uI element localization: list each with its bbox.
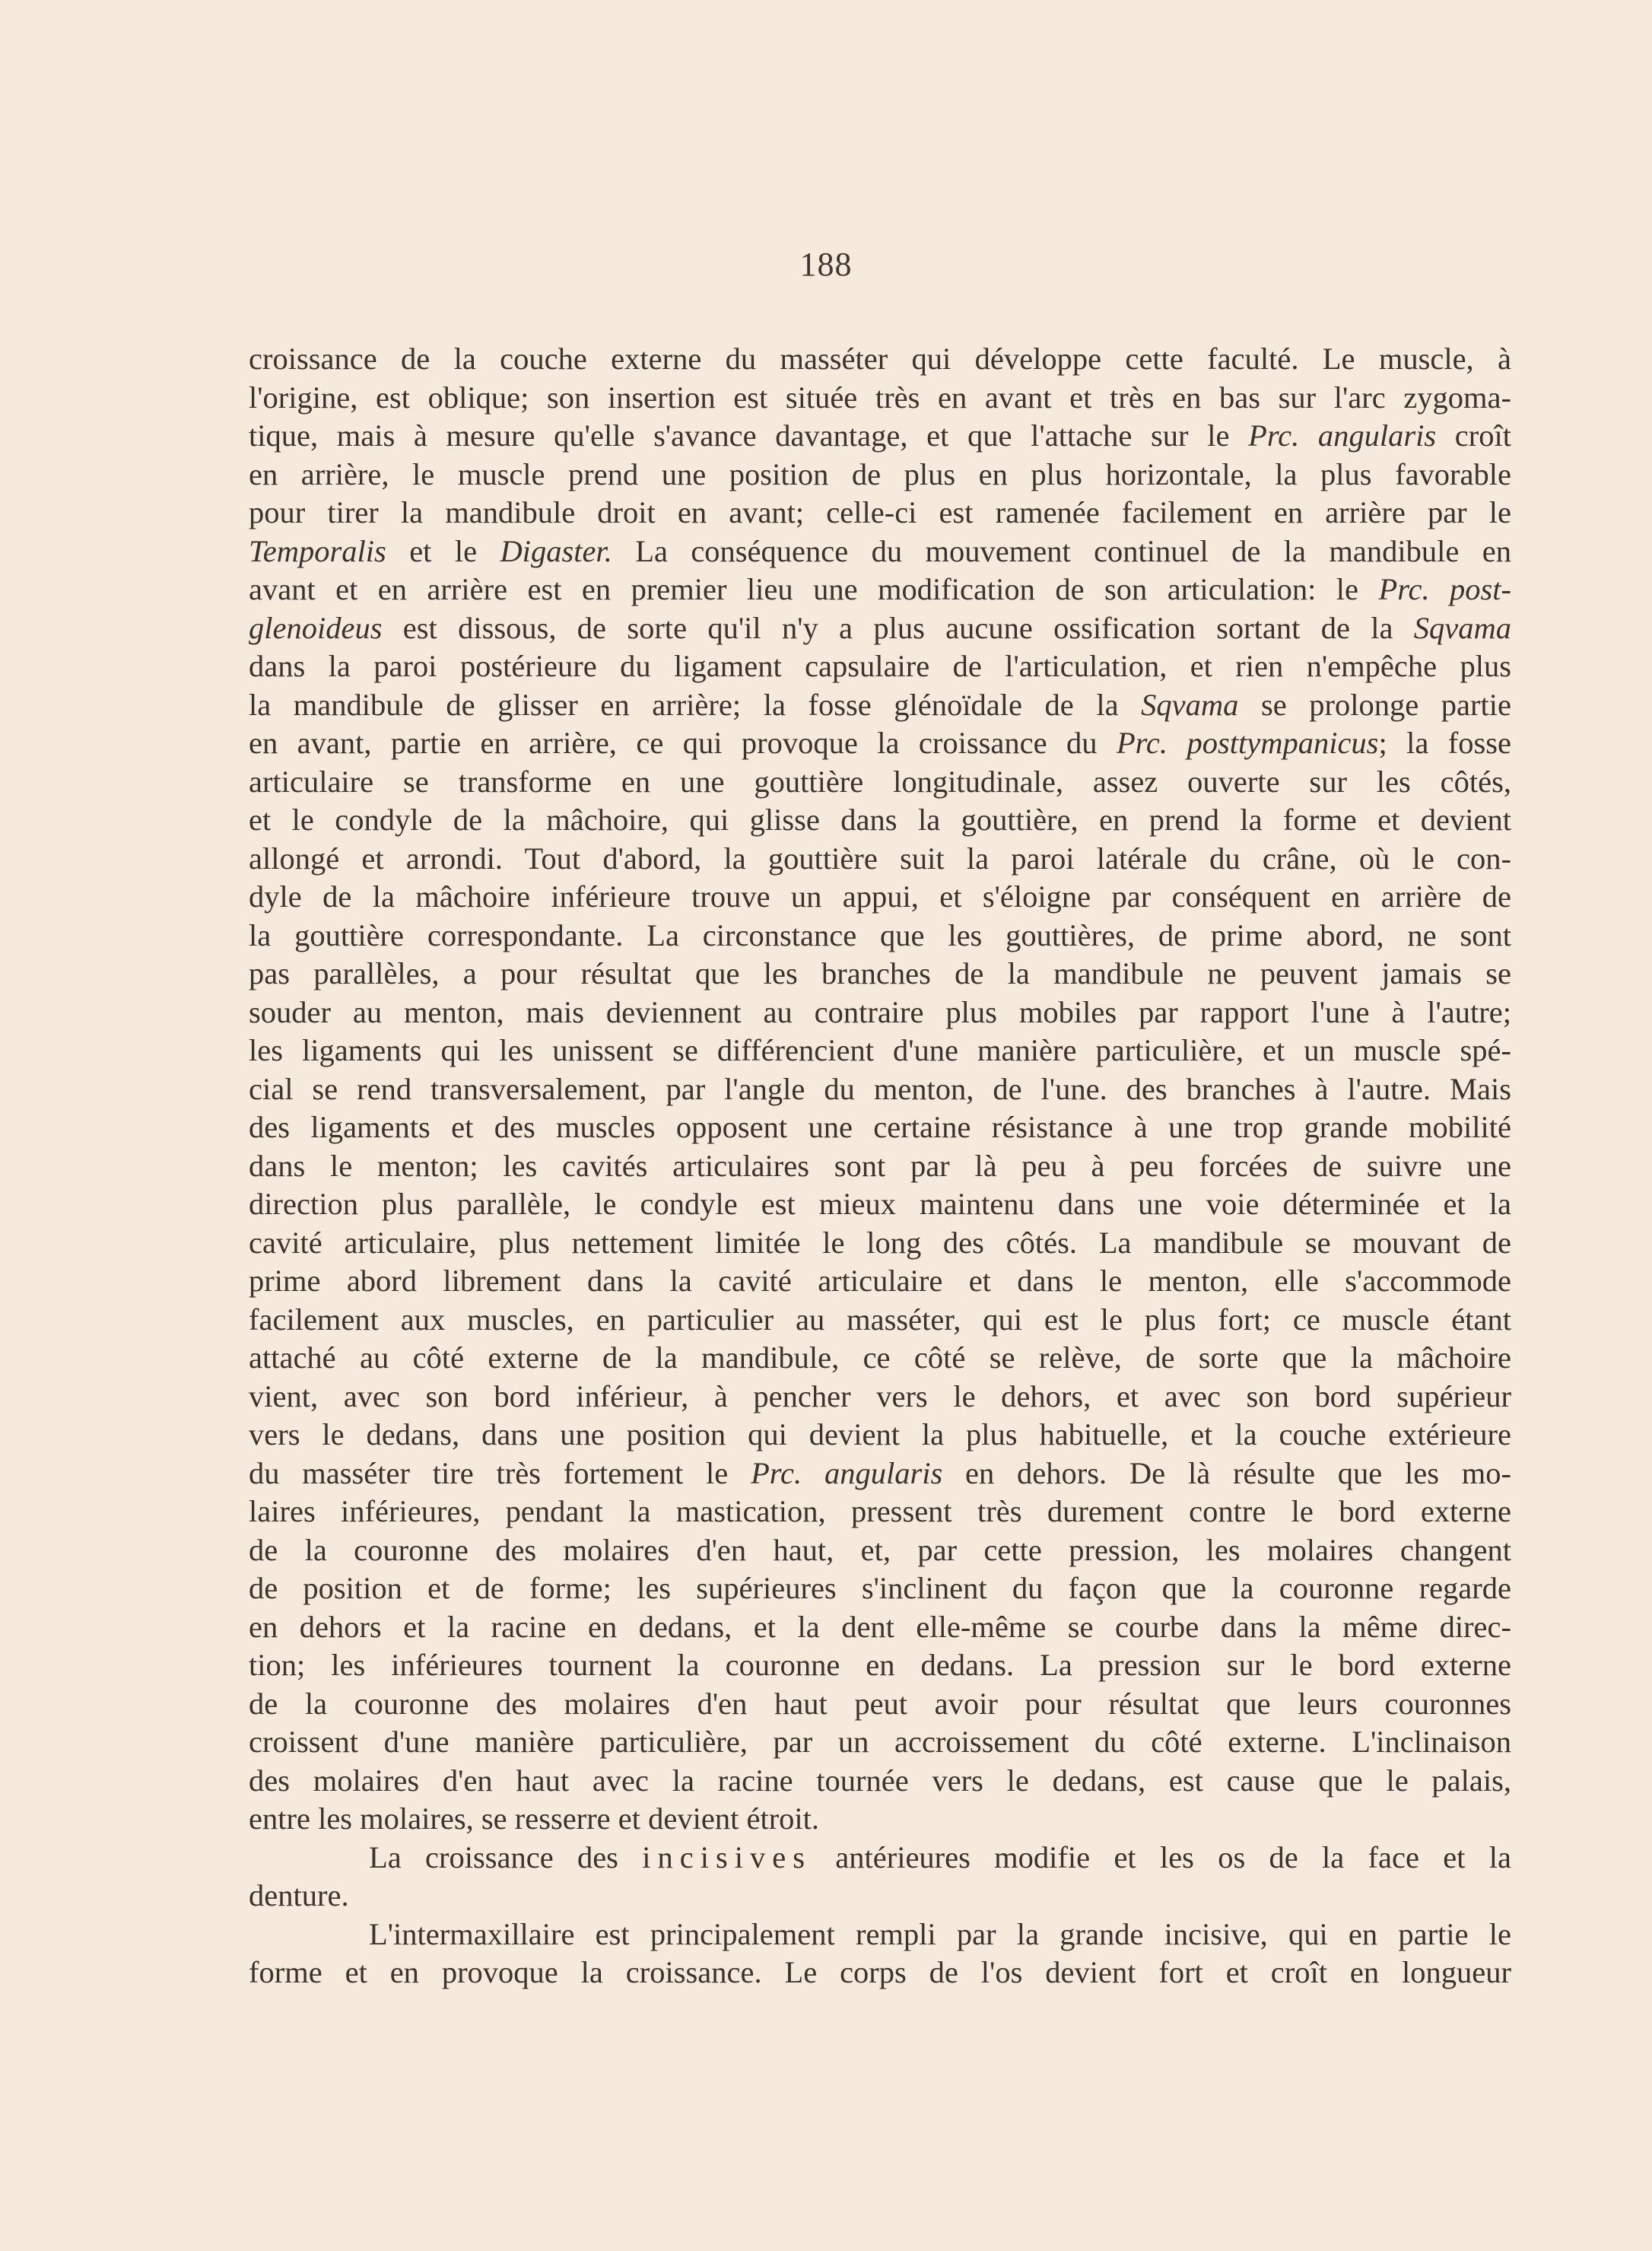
text-line [249, 1608, 1511, 1647]
text-segment: de la couronne des molaires d'en haut, et, par cette pression, les molaires changent [249, 1532, 1511, 1567]
italic-term: glenoideus [249, 610, 383, 645]
text-line [249, 1147, 1511, 1186]
italic-term: Digaster. [500, 533, 612, 568]
text-line [249, 1108, 1511, 1147]
text-segment: du masséter tire très fortement le [249, 1455, 751, 1490]
text-line [249, 955, 1511, 994]
text-line [249, 494, 1511, 533]
text-line [249, 533, 1511, 571]
italic-term: Temporalis [249, 533, 386, 568]
text-segment: facilement aux muscles, en particulier au masséter, qui est le plus fort; ce muscle étant [249, 1302, 1511, 1337]
text-segment: se prolonge partie [1238, 687, 1511, 722]
text-line [249, 417, 1511, 456]
italic-term: Prc. angularis [751, 1455, 943, 1490]
text-segment: La conséquence du mouvement continuel de la mandibule en [612, 533, 1511, 568]
text-segment: des molaires d'en haut avec la racine tournée vers le dedans, est cause que le palais, [249, 1763, 1511, 1798]
text-segment: en dehors. De là résulte que les mo- [942, 1455, 1512, 1490]
text-line [249, 1723, 1511, 1762]
text-segment: en dehors et la racine en dedans, et la dent elle-même se courbe dans la même direc- [249, 1609, 1511, 1644]
italic-term: Prc. angularis [1248, 418, 1437, 453]
spaced-term: incisives [642, 1839, 812, 1874]
text-segment: en arrière, le muscle prend une position de plus en plus horizontale, la plus favorable [249, 456, 1511, 491]
text-line [249, 1070, 1511, 1109]
text-line [249, 647, 1511, 686]
text-segment: la mandibule de glisser en arrière; la fosse glénoïdale de la [249, 687, 1142, 722]
text-segment: pas parallèles, a pour résultat que les branches de la mandibule ne peuvent jamais se [249, 956, 1511, 990]
text-line [249, 1185, 1511, 1224]
text-line [249, 994, 1511, 1032]
text-segment: est dissous, de sorte qu'il n'y a plus aucune ossification sortant de la [382, 610, 1414, 645]
text-segment: croissent d'une manière particulière, par un accroissement du côté externe. L'inclinaison [249, 1725, 1511, 1759]
text-segment: de position et de forme; les supérieures s'inclinent du façon que la couronne regarde [249, 1571, 1511, 1605]
text-line [249, 763, 1511, 802]
text-line [249, 1569, 1511, 1608]
text-line [249, 1262, 1511, 1301]
italic-term: Sqvama [1141, 687, 1239, 722]
text-segment: croît [1436, 418, 1512, 453]
text-segment: la gouttière correspondante. La circonstance que les gouttières, de prime abord, ne sont [249, 917, 1511, 952]
text-segment: prime abord librement dans la cavité articulaire et dans le menton, elle s'accommode [249, 1264, 1511, 1298]
text-segment: attaché au côté externe de la mandibule, ce côté se relève, de sorte que la mâchoire [249, 1340, 1511, 1375]
text-line [249, 1877, 1511, 1916]
text-segment: croissance de la couche externe du masséter qui développe cette faculté. Le muscle, à [249, 342, 1511, 376]
text-line [249, 1339, 1511, 1378]
text-line [249, 1531, 1511, 1570]
text-line [249, 840, 1511, 879]
text-line [249, 1954, 1511, 1992]
italic-term: Sqvama [1413, 610, 1511, 645]
text-line [249, 1762, 1511, 1801]
paragraph [249, 1916, 1511, 1992]
text-segment: entre les molaires, se resserre et devient étroit. [249, 1801, 820, 1836]
text-segment: La croissance des [369, 1839, 643, 1874]
text-segment: en avant, partie en arrière, ce qui provoque la croissance du [249, 726, 1117, 760]
text-line [249, 686, 1511, 725]
text-segment: et le [386, 533, 500, 568]
text-line [249, 878, 1511, 917]
text-line [249, 1301, 1511, 1340]
text-line [249, 1916, 1511, 1954]
text-segment: dans la paroi postérieure du ligament capsulaire de l'articulation, et rien n'empêche plus [249, 649, 1511, 683]
text-line [249, 456, 1511, 494]
italic-term: Prc. posttympanicus [1116, 726, 1379, 760]
text-segment: ; la fosse [1378, 726, 1511, 760]
text-segment: laires inférieures, pendant la mastication, pressent très durement contre le bord externe [249, 1494, 1511, 1528]
text-line [249, 1455, 1511, 1493]
text-line [249, 917, 1511, 955]
text-line [249, 1839, 1511, 1877]
text-segment: cavité articulaire, plus nettement limitée le long des côtés. La mandibule se mouvant de [249, 1225, 1511, 1260]
text-segment: de la couronne des molaires d'en haut peut avoir pour résultat que leurs couronnes [249, 1686, 1511, 1721]
text-line [249, 1378, 1511, 1416]
body-text [249, 340, 1511, 1992]
text-line [249, 1416, 1511, 1455]
text-line [249, 724, 1511, 763]
text-segment: dyle de la mâchoire inférieure trouve un appui, et s'éloigne par conséquent en arrière de [249, 879, 1511, 914]
text-segment: denture. [249, 1878, 349, 1912]
text-segment: dans le menton; les cavités articulaires sont par là peu à peu forcées de suivre une [249, 1148, 1511, 1183]
text-segment: direction plus parallèle, le condyle est mieux maintenu dans une voie déterminée et la [249, 1187, 1511, 1221]
text-segment: l'origine, est oblique; son insertion est située très en avant et très en bas sur l'arc zygoma- [249, 380, 1511, 415]
text-line [249, 571, 1511, 609]
italic-term: Prc. post- [1378, 572, 1511, 606]
text-line [249, 1224, 1511, 1263]
text-segment: articulaire se transforme en une gouttière longitudinale, assez ouverte sur les côtés, [249, 764, 1511, 799]
text-segment: tion; les inférieures tournent la couronne en dedans. La pression sur le bord externe [249, 1648, 1511, 1682]
text-line [249, 609, 1511, 648]
text-line [249, 1685, 1511, 1724]
text-segment: allongé et arrondi. Tout d'abord, la gouttière suit la paroi latérale du crâne, où le con- [249, 841, 1511, 876]
text-line [249, 1493, 1511, 1531]
text-segment: L'intermaxillaire est principalement rempli par la grande incisive, qui en partie le [369, 1916, 1511, 1951]
text-line [249, 801, 1511, 840]
paragraph [249, 340, 1511, 1839]
page-number: 188 [799, 246, 853, 283]
text-line [249, 340, 1511, 379]
text-segment: cial se rend transversalement, par l'angle du menton, de l'une. des branches à l'autre. Mais [249, 1071, 1511, 1106]
text-segment: souder au menton, mais deviennent au contraire plus mobiles par rapport l'une à l'autre; [249, 994, 1511, 1029]
text-segment: des ligaments et des muscles opposent une certaine résistance à une trop grande mobilité [249, 1110, 1511, 1144]
text-segment: avant et en arrière est en premier lieu une modification de son articulation: le [249, 572, 1379, 606]
text-line [249, 1800, 1511, 1839]
text-segment: tique, mais à mesure qu'elle s'avance davantage, et que l'attache sur le [249, 418, 1249, 453]
text-line [249, 1646, 1511, 1685]
text-segment: pour tirer la mandibule droit en avant; celle-ci est ramenée facilement en arrière par le [249, 495, 1511, 529]
text-segment: les ligaments qui les unissent se différencient d'une manière particulière, et un muscle spé- [249, 1033, 1511, 1067]
text-segment: antérieures modifie et les os de la face et la [811, 1839, 1511, 1874]
text-segment: et le condyle de la mâchoire, qui glisse dans la gouttière, en prend la forme et devient [249, 803, 1511, 837]
text-line [249, 1032, 1511, 1070]
text-segment: vers le dedans, dans une position qui devient la plus habituelle, et la couche extérieure [249, 1417, 1511, 1451]
text-line [249, 379, 1511, 418]
text-segment: forme et en provoque la croissance. Le corps de l'os devient fort et croît en longueur [249, 1955, 1511, 1989]
paragraph [249, 1839, 1511, 1916]
text-segment: vient, avec son bord inférieur, à pencher vers le dehors, et avec son bord supérieur [249, 1378, 1511, 1413]
